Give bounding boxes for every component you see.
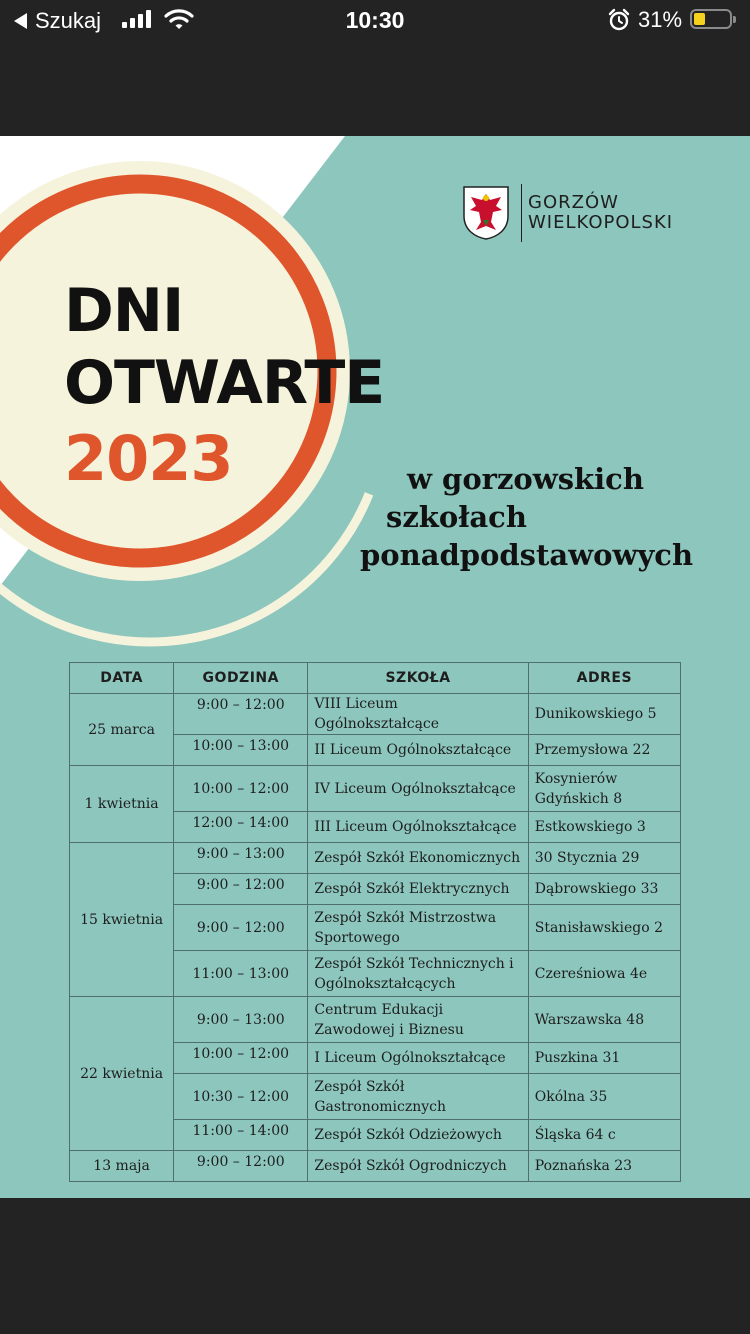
battery-icon [690,9,732,29]
table-row [70,766,681,812]
school-cell: Zespół Szkół Elektrycznych [308,874,528,905]
subtitle-line-1: w gorzowskich [407,462,644,496]
school-cell: II Liceum Ogólnokształcące [308,735,528,766]
coat-of-arms-icon [463,186,509,240]
logo-line-2: WIELKOPOLSKI [528,212,674,233]
time-cell: 9:00 – 12:00 [174,874,308,905]
school-cell: Zespół Szkół Mistrzostwa Sportowego [308,905,528,951]
header-address: ADRES [528,663,680,694]
school-cell: IV Liceum Ogólnokształcące [308,766,528,812]
header-time: GODZINA [174,663,308,694]
title-line-2: OTWARTE [64,348,385,418]
school-cell: Zespół Szkół Ekonomicznych [308,843,528,874]
school-cell: Zespół Szkół Ogrodniczych [308,1151,528,1182]
header-school: SZKOŁA [308,663,528,694]
clock: 10:30 [345,7,405,33]
time-cell: 9:00 – 13:00 [174,843,308,874]
time-cell: 11:00 – 13:00 [174,951,308,997]
address-cell: Puszkina 31 [528,1043,680,1074]
address-cell: Czereśniowa 4e [528,951,680,997]
table-row [70,694,681,735]
header-date: DATA [70,663,174,694]
address-cell: Dąbrowskiego 33 [528,874,680,905]
address-cell: 30 Stycznia 29 [528,843,680,874]
address-cell: Przemysłowa 22 [528,735,680,766]
address-cell: Estkowskiego 3 [528,812,680,843]
school-cell: Zespół Szkół Gastronomicznych [308,1074,528,1120]
time-cell: 11:00 – 14:00 [174,1120,308,1151]
time-cell: 10:00 – 12:00 [174,1043,308,1074]
table-row [70,843,681,874]
table-header-row [70,663,681,694]
logo-line-1: GORZÓW [528,192,619,213]
time-cell: 10:30 – 12:00 [174,1074,308,1120]
subtitle-line-2: szkołach [386,500,527,534]
address-cell: Śląska 64 c [528,1120,680,1151]
city-logo [463,184,673,242]
time-cell: 10:00 – 12:00 [174,766,308,812]
date-cell: 13 maja [70,1151,174,1182]
address-cell: Okólna 35 [528,1074,680,1120]
status-bar [0,0,750,40]
table-row [70,1151,681,1182]
school-cell: Centrum Edukacji Zawodowej i Biznesu [308,997,528,1043]
school-cell: VIII Liceum Ogólnokształcące [308,694,528,735]
battery-percentage: 31% [638,7,683,32]
table-row [70,997,681,1043]
date-cell: 22 kwietnia [70,997,174,1151]
school-cell: Zespół Szkół Odzieżowych [308,1120,528,1151]
title-line-1: DNI [64,276,184,346]
time-cell: 9:00 – 13:00 [174,997,308,1043]
address-cell: Dunikowskiego 5 [528,694,680,735]
time-cell: 9:00 – 12:00 [174,1151,308,1182]
time-cell: 9:00 – 12:00 [174,694,308,735]
school-cell: Zespół Szkół Technicznych i Ogólnokształcących [308,951,528,997]
date-cell: 1 kwietnia [70,766,174,843]
address-cell: Kosynierów Gdyńskich 8 [528,766,680,812]
battery-fill [694,13,705,25]
date-cell: 15 kwietnia [70,843,174,997]
alarm-icon [607,8,631,32]
time-cell: 10:00 – 13:00 [174,735,308,766]
back-label: Szukaj [35,8,102,33]
date-cell: 25 marca [70,694,174,766]
time-cell: 12:00 – 14:00 [174,812,308,843]
title-year: 2023 [64,422,233,495]
time-cell: 9:00 – 12:00 [174,905,308,951]
address-cell: Poznańska 23 [528,1151,680,1182]
subtitle-line-3: ponadpodstawowych [360,538,694,572]
address-cell: Warszawska 48 [528,997,680,1043]
address-cell: Stanisławskiego 2 [528,905,680,951]
school-cell: III Liceum Ogólnokształcące [308,812,528,843]
schedule-table [69,662,681,1182]
school-cell: I Liceum Ogólnokształcące [308,1043,528,1074]
poster-image [0,136,750,1198]
